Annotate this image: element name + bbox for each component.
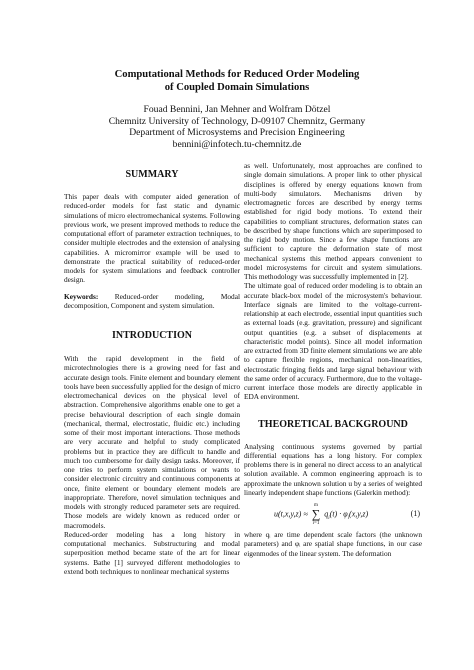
equation-rhs-q-sub: i (328, 515, 330, 521)
author-block (60, 104, 414, 150)
paper-title (60, 68, 414, 94)
keywords-text: Reduced-order modeling, Modal decomposition, Component and system simulation. (64, 291, 240, 310)
equation-1 (244, 503, 422, 525)
summation-symbol (312, 502, 321, 527)
keywords (64, 292, 240, 311)
right-column (244, 161, 422, 558)
summary-text: This paper deals with computer aided generation of reduced-order models for fast static and dynamic simulations of micro electromechanical systems. Following previous work, we present improved methods to reduce the computational effort of parameter extraction techniques, to consider multiple electrodes and the extension of analysing capabilities. A micromirror example will be used to demonstrate the practical suitability of reduced-order models for system simulations and feedback controller design. (64, 192, 240, 285)
equation-number: (1) (410, 509, 420, 519)
introduction-heading: INTRODUCTION (111, 330, 192, 341)
introduction-paragraph-4: The ultimate goal of reduced order modeling is to obtain an accurate black-box model of the microsystem's behaviour. Interface signals are limited to the voltage-current-relationship at each electrode, essential input quantities such as external loads (e.g. gravitation, pressure) and significant output quantities (e.g. a subset of displacements at characteristic model points). Since all model information are extracted from 3D finite element simulations we are able to capture flexible regions, mechanical non-linearities, electrostatic fringing fields and large signal behaviour with the same order of accuracy. Furthermore, due to the voltage-current interface those models are directly applicable in EDA environment. (244, 281, 423, 402)
equation-rhs-args: (x,y,z) (349, 508, 369, 518)
author-email: bennini@infotech.tu-chemnitz.de (172, 138, 302, 150)
sum-lower-limit: i=1 (312, 520, 320, 526)
equation-formula (274, 502, 368, 527)
affiliation-university: Chemnitz University of Technology, D-09107 Chemnitz, Germany (108, 115, 366, 127)
sigma-glyph: ∑ (311, 506, 321, 521)
equation-rhs-phi-sub: i (347, 515, 350, 521)
introduction-paragraph-3: as well. Unfortunately, most approaches are confined to single domain simulations. A proper link to other physical disciplines is offered by energy equations known from multi-body simulators. Mechanisms driven by electromagnetic forces are described by energy terms established for rigid body motions. To extend their capabilities to compliant structures, deformation states can be described by shape functions which are superimposed to the rigid body motion. Since a few shape functions are sufficient to capture the deformation state of most mechanical systems this method appears convenient to model microsystems for circuit and system simulations. This methodology was successfully implemented in [2]. (244, 161, 422, 281)
sum-upper-limit: m (314, 502, 318, 508)
title-line-2: of Coupled Domain Simulations (164, 82, 310, 93)
left-column (64, 163, 240, 576)
equation-rhs-q: q (324, 508, 329, 518)
author-names: Fouad Bennini, Jan Mehner and Wolfram Dötzel (143, 104, 331, 115)
equation-rhs-phi: (t) · φ (329, 508, 348, 518)
summary-heading: SUMMARY (125, 169, 179, 180)
keywords-label: Keywords: (64, 291, 99, 301)
affiliation-department: Department of Microsystems and Precision Engineering (129, 127, 345, 139)
equation-lhs: u(t,x,y,z) ≈ (274, 508, 308, 518)
theory-paragraph-2: where qᵢ are time dependent scale factors (the unknown parameters) and φᵢ are spatial shape functions, in our case eigenmodes of the linear system. The deformation (244, 530, 422, 558)
theory-heading: THEORETICAL BACKGROUND (258, 418, 408, 430)
title-line-1: Computational Methods for Reduced Order Modeling (114, 69, 360, 80)
introduction-paragraph-1: With the rapid development in the field of microtechnologies there is a growing need for fast and accurate design tools. Finite element and boundary element tools have been successfully applied for the design of micro electromechanical devices on the physical level of abstraction. Comprehensive algorithms enable one to get a precise behavioural description of each single domain (mechanical, thermal, electrostatic, fluidic etc.) including some of their most important interactions. Those methods are very accurate and helpful to study complicated problems but in practice they are difficult to handle and much too cumbersome for daily design tasks. Moreover, if one tries to perform system simulations or wants to consider electronic circuitry and continuous components at once, finite element or boundary element models are inappropriate. Therefore, novel simulation techniques and models with strongly reduced parameter sets are required. Those models are widely known as reduced order or macromodels. (64, 354, 240, 530)
introduction-paragraph-2: Reduced-order modeling has a long history in computational mechanics. Substructuring and modal superposition method became state of the art for linear systems. Bathe [1] surveyed different methodologies to extend both techniques to nonlinear mechanical systems (64, 529, 240, 576)
theory-paragraph-1: Analysing continuous systems governed by partial differential equations has a long history. For complex problems there is in general no direct access to an analytical solution available. A common engineering approach is to approximate the unknown solution u by a series of weighted linearly independent shape functions (Galerkin method): (244, 441, 422, 497)
